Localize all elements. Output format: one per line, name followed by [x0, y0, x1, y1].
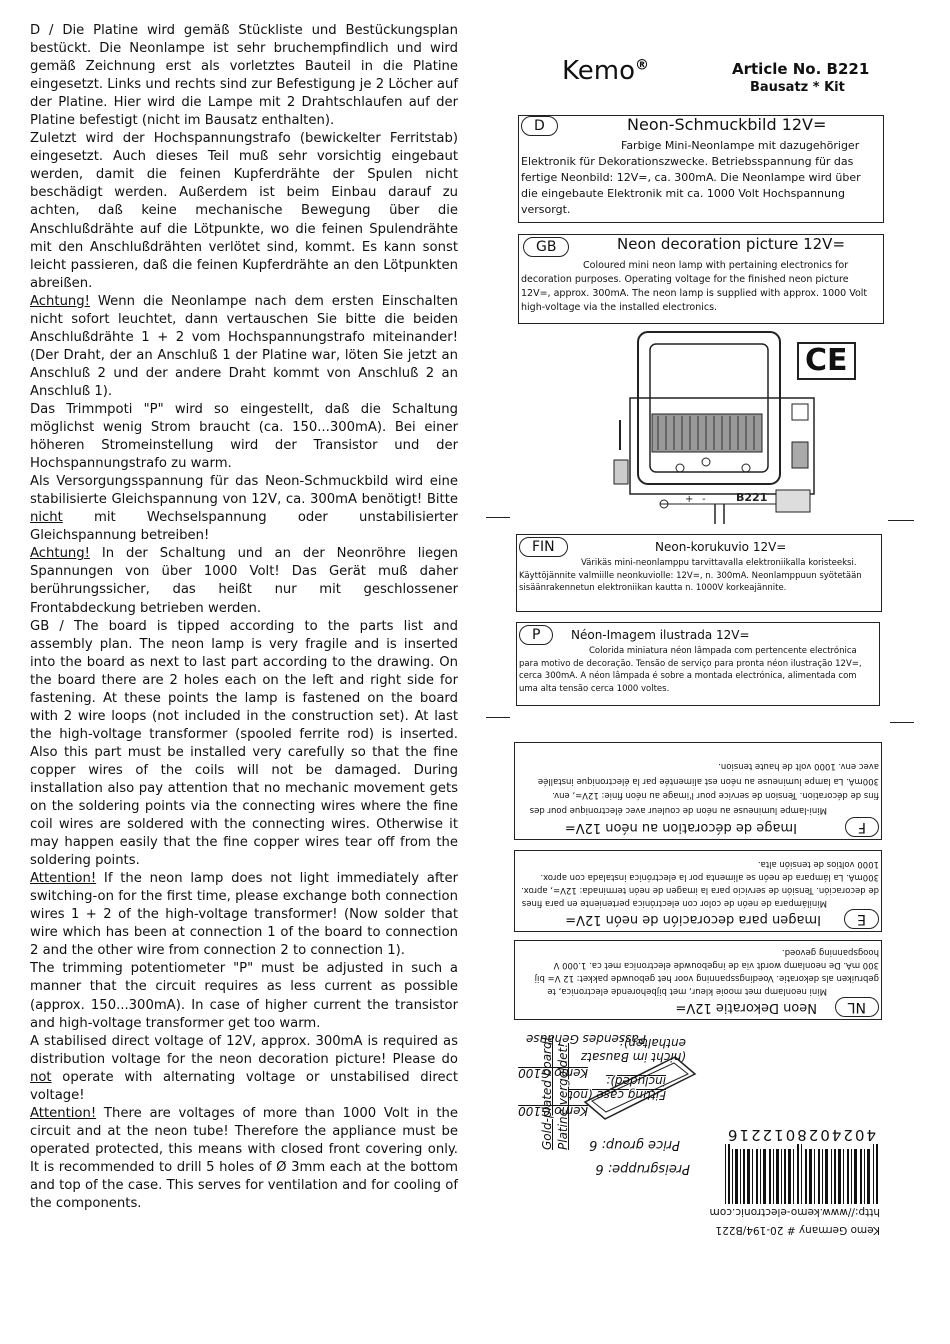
box-nl-title: Neon Dekoratie 12V= — [675, 1000, 817, 1015]
box-p-text: Colorida miniatura néon lâmpada com pertencente electrónica para motivo de decoração. Tensão de serviço para pronta néon ilustração 12V=, cerca 300mA. A néon lâmpada é sobre a montada electrónica, alimentada com uma alta tensão cerca 1000 voltes. — [519, 646, 862, 694]
case-kemo-2: Kemo G100 — [518, 1104, 588, 1118]
article-number: Article No. B221 — [732, 60, 870, 78]
box-nl — [514, 940, 882, 1020]
gb-attention-label-2: Attention! — [30, 1105, 97, 1121]
gb-paragraph-5 — [30, 1105, 458, 1213]
box-de-text: Farbige Mini-Neonlampe mit dazugehöriger Elektronik für Dekorationszwecke. Betriebsspannung für das fertige Neonbild: 12V=, ca. 300mA. Die Neonlampe wird über die eingebaute Elektronik mit ca. 1000 Volt Hochspannung versorgt. — [521, 139, 861, 216]
de-paragraph-1: D / Die Platine wird gemäß Stückliste und Bestückungsplan bestückt. Die Neonlampe ist sehr bruchempfindlich und wird gemäß Zeichnung erst als vorletztes Bauteil in die Platine eingesetzt. Links und rechts sind zur Befestigung je 2 Löcher auf der Platine. Hier wird die Lampe mit 2 Drahtschlaufen auf der Platine befestigt (nicht im Bausatz enthalten). — [30, 23, 458, 129]
de-paragraph-4: Das Trimmpoti "P" wird so eingestellt, daß die Schaltung möglichst wenig Strom braucht (ca. 150...300mA). Bei einer höheren Stromeinstellung wird der Transistor und der Hochspannungstrafo zu warm. — [30, 401, 458, 472]
case-kemo-1: Kemo G100 — [518, 1066, 588, 1080]
box-gb-text: Coloured mini neon lamp with pertaining electronics for decoration purposes. Operating voltage for the finished neon picture 12V=, approx. 300mA. The neon lamp is supplied with approx. 1000 Volt high-voltage via the installed electronics. — [521, 260, 868, 313]
case-fitting: Fitting case (not included): — [568, 1074, 666, 1102]
gb-paragraph-1: GB / The board is tipped according to the parts list and assembly plan. The neon lamp is very fragile and is inserted into the board as next to last part according to the drawing. On the board there are 2 holes each on the left and right side for fastening. At these points the lamp is fastened on the board with 2 wire loops (not included in the construction set). At last the high-voltage transformer (spooled ferrite rod) is inserted. Also this part must be installed very carefully so that the fine copper wires of the coils will not be damaged. During installation also pay attention that no mechanic movement gets on the soldering points via the connecting wires where the fine coil wires are soldered with the connecting wires. Otherwise it may happen easily that the fine copper wires tear off from the soldering points. — [30, 618, 458, 869]
de-paragraph-2: Zuletzt wird der Hochspannungstrafo (bewickelter Ferritstab) eingesetzt. Auch dieses Teil muß sehr vorsichtig eingebaut werden, damit die feinen Kupferdrähte der Spulen nicht beschädigt werden. Außerdem ist beim Einbau darauf zu achten, daß keine mechanische Bewegung über die Anschlußdrähte auf die Lötpunkte, wo die feinen Spulendrähte mit den Anschlußdrähten verlötet sind, kommt. Es kann sonst leicht passieren, daß die feinen Kupferdrähte an den Lötpunkten abreißen. — [30, 131, 458, 291]
crop-mark — [486, 517, 510, 518]
registered-mark: ® — [635, 57, 649, 74]
kit-label: Bausatz * Kit — [750, 80, 845, 95]
box-fin-title: Neon-korukuvio 12V= — [655, 540, 787, 554]
box-e-title: Imagen para decoración de neón 12V= — [565, 912, 821, 927]
box-nl-text: Mini neonlamp met mooie kleur, met bijbehorende electronica, te gebruiken als dekoratie. Voedingsspanning voor het gebouwde pakket: 12 V= bij 300 mA. De neonlamp wordt via de ingebouwde electronica met ca. 1.000 V hoogspanning gevoed. — [534, 947, 879, 996]
gb-paragraph-2-text: If the neon lamp does not light immediately after switching-on for the first time, please exchange both connection wires 1 + 2 of the high-voltage transformer! (Now solder that wire which has been at connection 1 of the board to connection 2 and the other wire from connection 2 to connection 1). — [30, 871, 458, 959]
gb-paragraph-5-text: There are voltages of more than 1000 Volt in the circuit and at the neon tube! Therefore the appliance must be operated protected, this means with closed front covering only. It is recommended to drill 5 holes of Ø 3mm each at the bottom and top of the case. This serves for ventilation and for cooling of the components. — [30, 1105, 458, 1212]
box-p — [516, 622, 880, 706]
gb-paragraph-4-a: A stabilised direct voltage of 12V, approx. 300mA is required as distribution voltage for the neon decoration picture! Please do — [30, 1033, 458, 1067]
brand-logo — [562, 56, 649, 86]
crop-mark — [888, 520, 914, 521]
de-paragraph-3-text: Wenn die Neonlampe nach dem ersten Einschalten nicht sofort leuchtet, dann vertauschen Sie bitte die beiden Anschlußdrähte 1 + 2 vom Hochspannungstrafo miteinander! (Der Draht, der an Anschluß 1 der Platine war, löten Sie jetzt an Anschluß 2 und der andere Draht kommt von Anschluß 2 an Anschluß 1). — [30, 293, 458, 399]
case-nicht: (nicht im Bausatz enthalten): — [581, 1036, 686, 1064]
box-p-title: Néon-Imagem ilustrada 12V= — [571, 628, 750, 642]
board-label: B221 — [736, 491, 768, 504]
lang-badge-fin: FIN — [519, 537, 568, 557]
box-fin-text: Värikäs mini-neonlamppu tarvittavalla elektroniikalla koristeeksi. Käyttöjännite valmiille neonkuviolle: 12V=, n. 300mA. Neonlamppuun syötetään sisäänrakennetun elektroniikan kautta n. 1000V korkeajännite. — [519, 558, 862, 593]
lang-badge-p: P — [519, 625, 553, 645]
gold-note-de: Platine vergoldet! — [556, 1043, 570, 1150]
footer-panel — [514, 1025, 880, 1240]
gb-paragraph-4-b: operate with alternating voltage or unstabilised direct voltage! — [30, 1069, 458, 1103]
svg-text:+: + — [685, 494, 694, 505]
de-paragraph-5 — [30, 473, 458, 545]
gb-paragraph-3: The trimming potentiometer "P" must be adjusted in such a manner that the circuit requires as less current as possible (approx. 150...300mA). In case of higher current the transistor and high-voltage transformer get too warm. — [30, 961, 458, 1031]
lang-badge-nl: NL — [835, 997, 879, 1017]
kemo-url: http://www.kemo-electronic.com — [709, 1206, 880, 1218]
box-de — [518, 115, 884, 223]
gb-attention-label: Attention! — [30, 871, 97, 887]
barcode-bars — [725, 1144, 878, 1204]
kemo-address: Kemo Germany # 20-194/B221 — [715, 1224, 880, 1236]
de-paragraph-5-a: Als Versorgungsspannung für das Neon-Schmuckbild wird eine stabilisierte Gleichspannung von 12V, ca. 300mA benötigt! Bitte — [30, 474, 458, 508]
lang-badge-e: E — [844, 909, 879, 929]
transistor — [792, 442, 808, 468]
crop-mark — [890, 722, 914, 723]
box-e — [514, 850, 882, 932]
ce-mark: CE — [797, 342, 856, 380]
trimpot — [792, 404, 808, 420]
lang-badge-gb: GB — [523, 237, 569, 257]
box-f-text: Mini-lampe lumineuse au néon de couleur avec électronique pour des fins de décoration. Tension de service pour l'image au néon finie: 12V=, env. 300mA. La lampe lumineuse au néon est alimentée par la électronique installée avec env. 1000 volt de haute tension. — [529, 761, 879, 815]
crop-mark — [486, 717, 510, 718]
box-fin — [516, 534, 882, 612]
gold-note-en: Gold-plated board! — [540, 1036, 554, 1150]
box-e-text: Minilámpara de neón de color con electrónica perteniente en para fines de decoración. Tensión de servicio para la imagen de neón terminada: 12V=, aprox. 300mA. La lámpara de neón se alimenta por la electrónica instalada con aprox. 1000 voltios de tensión alta. — [521, 859, 879, 908]
price-group-en: Price group: 6 — [589, 1137, 680, 1152]
svg-text:-: - — [702, 494, 706, 505]
capacitor — [614, 460, 628, 484]
barcode-number: 4024028012216 — [725, 1126, 876, 1144]
barcode — [708, 1134, 880, 1204]
gb-paragraph-4 — [30, 1033, 458, 1105]
de-paragraph-6 — [30, 545, 458, 617]
de-attention-label-2: Achtung! — [30, 546, 90, 562]
price-group-de: Preisgruppe: 6 — [595, 1161, 690, 1176]
box-gb — [518, 234, 884, 324]
de-paragraph-5-b: mit Wechselspannung oder unstabilisierter Gleichspannung betreiben! — [30, 510, 458, 544]
lang-badge-d: D — [521, 116, 558, 136]
lang-badge-f: F — [845, 817, 879, 837]
instructions-column — [30, 22, 458, 1213]
lamp-outline — [638, 332, 780, 484]
de-paragraph-5-u: nicht — [30, 510, 63, 526]
box-gb-title: Neon decoration picture 12V= — [617, 235, 846, 253]
case-gehaeuse: Passendes Gehäuse — [525, 1032, 646, 1046]
box-f-title: Image de décoration au néon 12V= — [564, 820, 797, 835]
de-attention-label: Achtung! — [30, 293, 90, 309]
gb-paragraph-4-u: not — [30, 1069, 52, 1085]
gb-paragraph-2 — [30, 870, 458, 960]
box-f — [514, 742, 882, 840]
de-paragraph-3 — [30, 293, 458, 401]
box-de-title: Neon-Schmuckbild 12V= — [627, 115, 827, 134]
brand-name: Kemo — [562, 56, 635, 86]
de-paragraph-6-text: In der Schaltung und an der Neonröhre liegen Spannungen von über 1000 Volt! Das Gerät muß daher berührungssicher, das heißt nur mit geschlossener Frontabdeckung betrieben werden. — [30, 546, 458, 616]
